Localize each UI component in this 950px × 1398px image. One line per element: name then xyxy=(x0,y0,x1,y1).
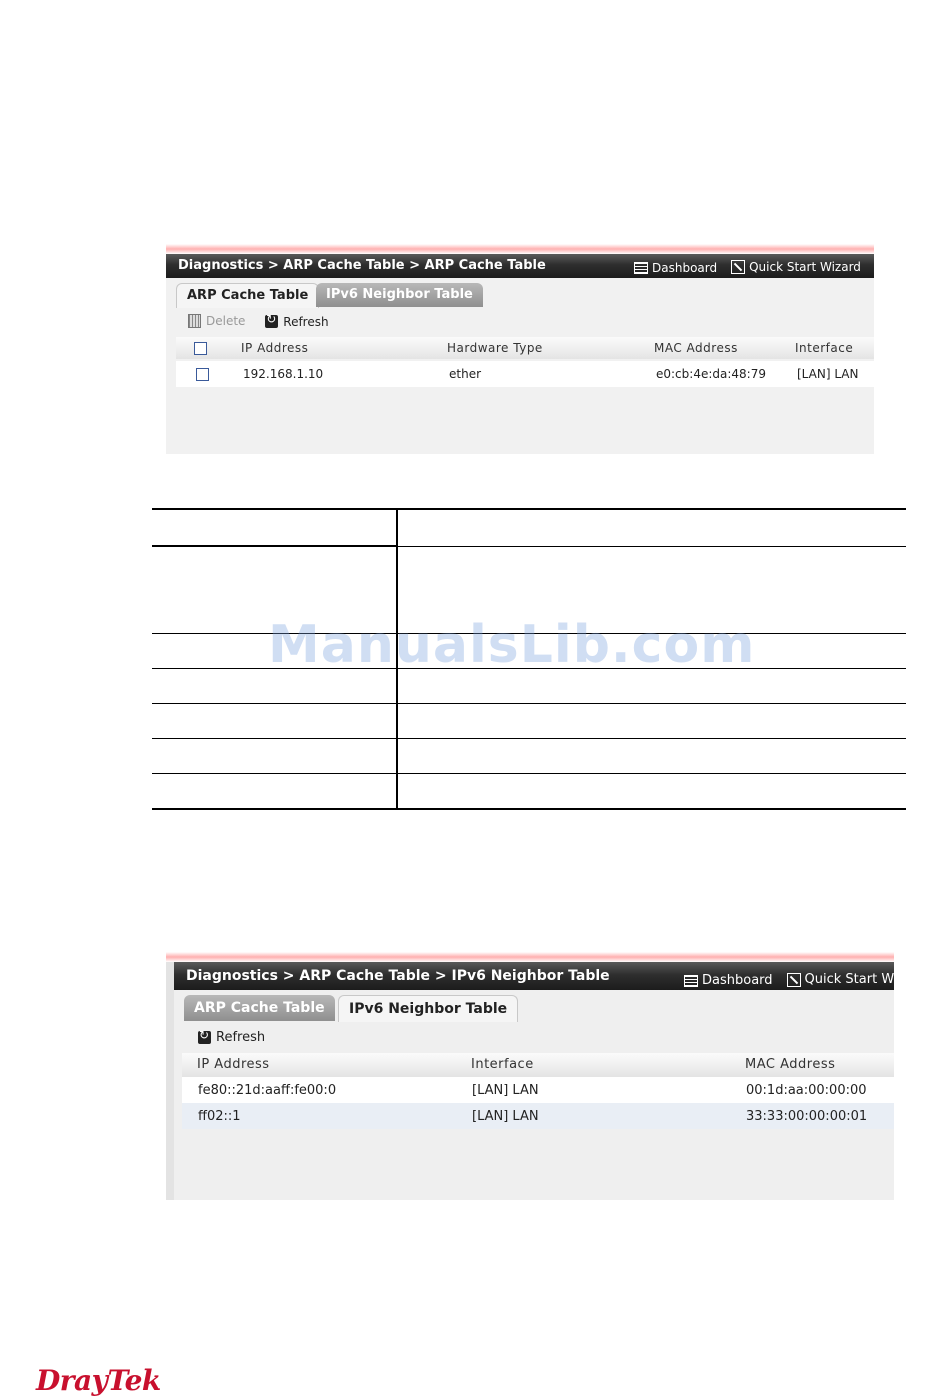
refresh-icon xyxy=(198,1031,211,1044)
wizard-icon xyxy=(731,260,745,274)
dashboard-icon xyxy=(634,262,648,274)
watermark: ManualsLib.com xyxy=(268,615,756,675)
tab-ipv6-neighbor-table[interactable]: IPv6 Neighbor Table xyxy=(316,283,483,307)
table-header xyxy=(182,1053,894,1077)
tab-arp-cache-table[interactable]: ARP Cache Table xyxy=(176,283,319,308)
table-header xyxy=(176,337,874,359)
refresh-button[interactable]: ↻ Refresh xyxy=(265,315,328,329)
tab-arp-cache-table[interactable]: ARP Cache Table xyxy=(184,995,335,1021)
row-checkbox[interactable] xyxy=(196,368,209,381)
dashboard-icon xyxy=(684,975,698,987)
tab-ipv6-neighbor-table[interactable]: IPv6 Neighbor Table xyxy=(338,995,518,1022)
column-interface: Interface xyxy=(471,1057,534,1072)
title-bar xyxy=(174,962,894,990)
column-mac-address: MAC Address xyxy=(654,341,738,355)
column-ip-address: IP Address xyxy=(197,1057,270,1072)
arp-cache-screenshot xyxy=(166,254,874,454)
ipv6-neighbor-screenshot xyxy=(166,962,894,1200)
trash-icon xyxy=(188,314,201,328)
draytek-logo: DrayTek xyxy=(36,1364,161,1397)
column-hardware-type: Hardware Type xyxy=(447,341,543,355)
delete-button[interactable]: Delete xyxy=(188,314,245,328)
column-interface: Interface xyxy=(795,341,854,355)
table-row[interactable]: fe80::21d:aaff:fe00:0 [LAN] LAN 00:1d:aa:00:00:00 xyxy=(182,1077,894,1103)
dashboard-link[interactable]: Dashboard xyxy=(634,261,717,275)
table-row[interactable]: ff02::1 [LAN] LAN 33:33:00:00:00:01 xyxy=(182,1103,894,1129)
refresh-button[interactable]: ↻ Refresh xyxy=(198,1030,265,1045)
quick-start-wizard-link[interactable]: Quick Start W xyxy=(787,972,894,987)
table-row[interactable]: 192.168.1.10 ether e0:cb:4e:da:48:79 [LAN] LAN xyxy=(176,361,874,387)
title-bar xyxy=(166,254,874,278)
select-all-checkbox[interactable] xyxy=(194,342,207,355)
breadcrumb: Diagnostics > ARP Cache Table > IPv6 Neighbor Table xyxy=(186,968,610,984)
column-ip-address: IP Address xyxy=(241,341,309,355)
refresh-icon xyxy=(265,315,278,328)
quick-start-wizard-link[interactable]: Quick Start Wizard xyxy=(731,260,861,274)
breadcrumb: Diagnostics > ARP Cache Table > ARP Cache Table xyxy=(178,258,546,273)
wizard-icon xyxy=(787,973,801,987)
column-mac-address: MAC Address xyxy=(745,1057,836,1072)
dashboard-link[interactable]: Dashboard xyxy=(684,973,773,988)
